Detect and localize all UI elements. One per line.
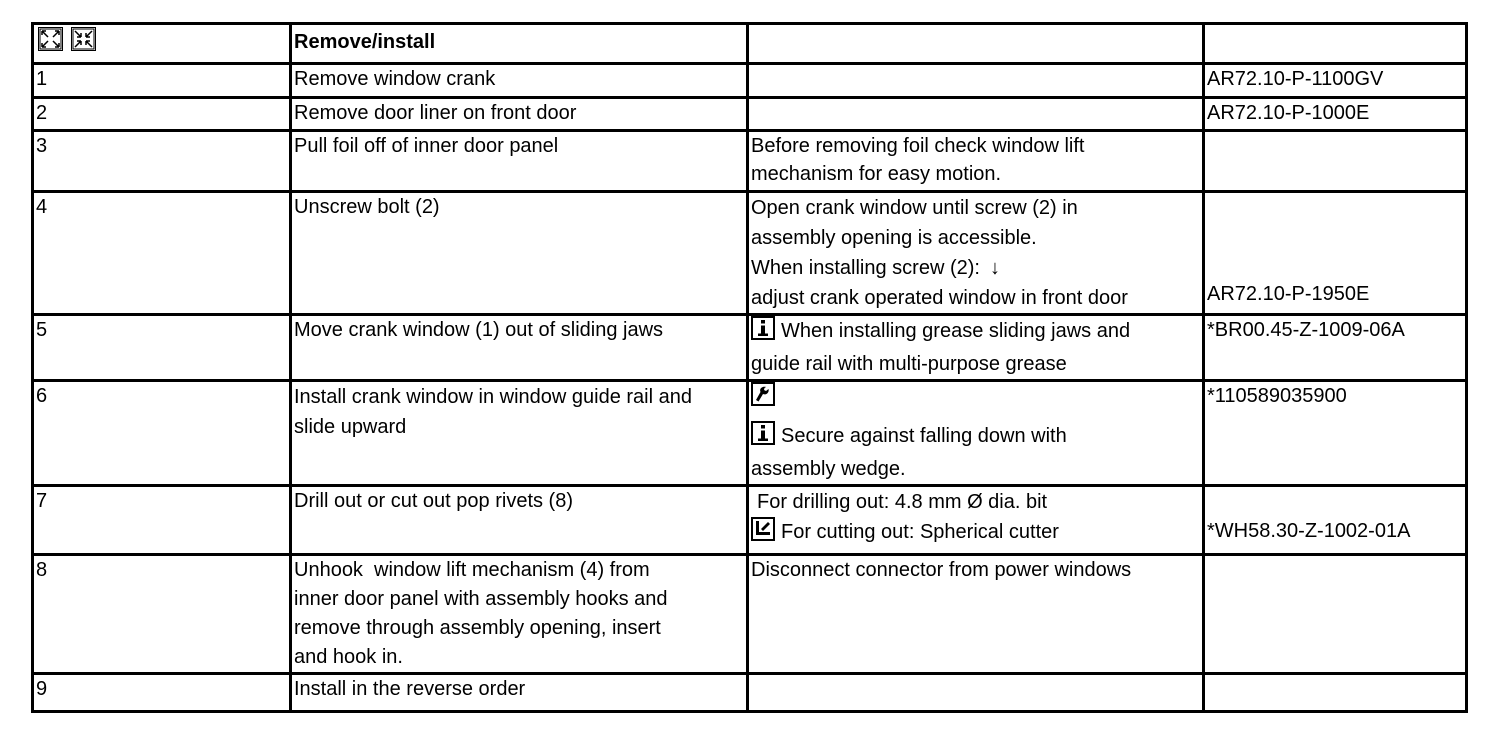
note-line: mechanism for easy motion. — [751, 163, 1002, 185]
procedure-table — [31, 22, 1468, 713]
note-text: For cutting out: Spherical cutter — [781, 521, 1059, 543]
step-number: 5 — [33, 315, 291, 381]
action-line: Install crank window in window guide rail and — [294, 386, 692, 408]
step-number: 6 — [33, 381, 291, 486]
note-line — [751, 253, 1202, 283]
info-icon — [751, 316, 775, 349]
step-reference[interactable] — [1204, 486, 1467, 555]
step-action: Remove door liner on front door — [291, 98, 748, 131]
note-line — [751, 382, 1202, 415]
table-row — [33, 674, 1467, 712]
table-row — [33, 98, 1467, 131]
step-notes — [748, 64, 1204, 98]
header-icons-cell — [33, 24, 291, 64]
step-notes — [748, 315, 1204, 381]
table-row — [33, 381, 1467, 486]
step-reference[interactable]: AR72.10-P-1000E — [1204, 98, 1467, 131]
step-reference[interactable] — [1204, 555, 1467, 674]
step-action — [291, 555, 748, 674]
step-notes — [748, 674, 1204, 712]
note-text: When installing screw (2): — [751, 257, 980, 279]
note-text: Secure against falling down with — [781, 425, 1067, 447]
info-icon — [751, 421, 775, 454]
step-reference[interactable]: *110589035900 — [1204, 381, 1467, 486]
step-notes — [748, 192, 1204, 315]
expand-icon[interactable] — [38, 27, 63, 59]
note-line: Before removing foil check window lift — [751, 135, 1085, 157]
step-notes — [748, 486, 1204, 555]
step-number: 9 — [33, 674, 291, 712]
step-action — [291, 381, 748, 486]
action-line: remove through assembly opening, insert — [294, 617, 661, 639]
step-reference[interactable] — [1204, 192, 1467, 315]
step-number: 2 — [33, 98, 291, 131]
step-action: Move crank window (1) out of sliding jaws — [291, 315, 748, 381]
step-notes — [748, 555, 1204, 674]
reference-text[interactable]: AR72.10-P-1950E — [1207, 283, 1370, 305]
step-reference[interactable]: *BR00.45-Z-1009-06A — [1204, 315, 1467, 381]
step-notes — [748, 131, 1204, 192]
table-row — [33, 131, 1467, 192]
note-line: For drilling out: 4.8 mm Ø dia. bit — [757, 491, 1048, 513]
step-number: 4 — [33, 192, 291, 315]
note-line: Disconnect connector from power windows — [751, 559, 1132, 581]
action-line: and hook in. — [294, 646, 403, 668]
table-row — [33, 192, 1467, 315]
step-notes — [748, 98, 1204, 131]
step-action: Install in the reverse order — [291, 674, 748, 712]
note-text: When installing grease sliding jaws and — [781, 320, 1131, 342]
header-notes-cell — [748, 24, 1204, 64]
action-line: slide upward — [294, 416, 407, 438]
note-line — [751, 517, 1202, 550]
collapse-icon[interactable] — [71, 27, 96, 59]
step-reference[interactable] — [1204, 131, 1467, 192]
table-row — [33, 486, 1467, 555]
note-line — [751, 421, 1202, 454]
step-action: Pull foil off of inner door panel — [291, 131, 748, 192]
cutter-icon[interactable] — [751, 517, 775, 550]
table-row — [33, 315, 1467, 381]
step-number: 1 — [33, 64, 291, 98]
action-line: Unhook window lift mechanism (4) from — [294, 559, 650, 581]
step-number: 8 — [33, 555, 291, 674]
note-line — [751, 316, 1202, 349]
step-number: 7 — [33, 486, 291, 555]
step-action: Drill out or cut out pop rivets (8) — [291, 486, 748, 555]
step-action: Unscrew bolt (2) — [291, 192, 748, 315]
step-reference[interactable]: AR72.10-P-1100GV — [1204, 64, 1467, 98]
note-line: Open crank window until screw (2) in — [751, 197, 1078, 219]
table-row — [33, 555, 1467, 674]
tool-icon[interactable] — [751, 382, 775, 415]
table-header-row — [33, 24, 1467, 64]
step-number: 3 — [33, 131, 291, 192]
step-notes — [748, 381, 1204, 486]
note-line: guide rail with multi-purpose grease — [751, 353, 1067, 375]
step-reference[interactable] — [1204, 674, 1467, 712]
note-line: assembly opening is accessible. — [751, 227, 1037, 249]
note-line: adjust crank operated window in front door — [751, 287, 1128, 309]
arrow-down-icon: ↓ — [989, 257, 1000, 279]
reference-text[interactable]: *WH58.30-Z-1002-01A — [1207, 520, 1411, 542]
table-row — [33, 64, 1467, 98]
header-ref-cell — [1204, 24, 1467, 64]
header-title: Remove/install — [291, 24, 748, 64]
action-line: inner door panel with assembly hooks and — [294, 588, 668, 610]
step-action: Remove window crank — [291, 64, 748, 98]
note-line: assembly wedge. — [751, 458, 906, 480]
